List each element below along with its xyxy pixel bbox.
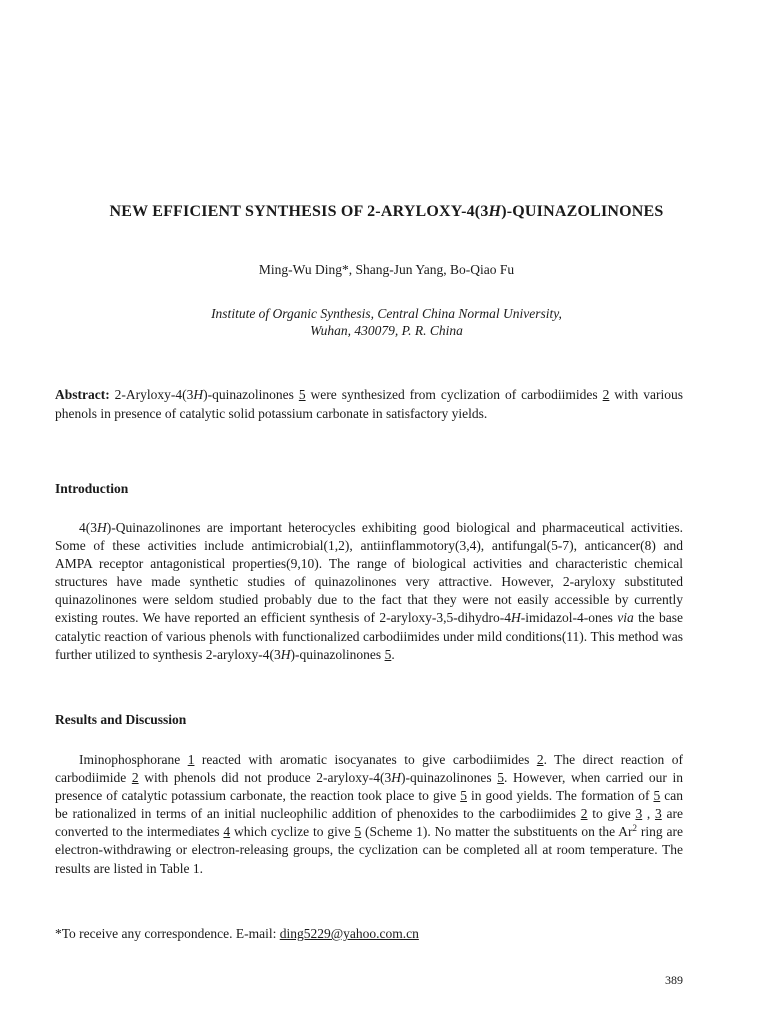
introduction-paragraph xyxy=(55,519,683,664)
compound-ref: 3 xyxy=(635,806,643,822)
intro-text: . xyxy=(391,646,395,662)
compound-ref: 5 xyxy=(497,770,505,786)
results-text: )-quinazolinones xyxy=(400,770,498,786)
introduction-heading: Introduction xyxy=(55,481,129,496)
intro-text: -imidazol-4-ones xyxy=(520,610,618,626)
results-paragraph xyxy=(55,751,683,878)
results-text: Iminophosphorane xyxy=(79,752,188,767)
abstract-text: were synthesized from cyclization of carbodiimides xyxy=(305,387,603,402)
abstract-label: Abstract: xyxy=(55,387,110,402)
abstract xyxy=(55,385,683,423)
compound-ref: 2 xyxy=(131,770,139,786)
abstract-text: with various phenols in presence of catalytic solid potassium carbonate in satisfactory yields. xyxy=(55,387,683,421)
results-text: to give xyxy=(587,806,636,822)
compound-ref: 5 xyxy=(298,387,306,402)
footnote-text: *To receive any correspondence. E-mail: xyxy=(55,926,280,941)
results-text: can be rationalized in terms of an initial nucleophilic addition of phenoxides to the carbodiimides xyxy=(55,788,683,822)
compound-ref: 2 xyxy=(602,387,610,402)
title-italic: H xyxy=(488,203,502,220)
affiliation-line-2: Wuhan, 430079, P. R. China xyxy=(310,323,463,338)
abstract-text: )-quinazolinones xyxy=(203,387,299,402)
intro-italic: H xyxy=(97,520,107,535)
results-text: in good yields. The formation of xyxy=(466,788,654,804)
compound-ref: 3 xyxy=(655,806,662,822)
results-text: with phenols did not produce 2-aryloxy-4(3 xyxy=(138,770,392,786)
abstract-italic: H xyxy=(193,387,204,402)
affiliation xyxy=(0,305,773,339)
results-text: reacted with aromatic isocyanates to give carbodiimides xyxy=(194,752,537,767)
compound-ref: 1 xyxy=(187,752,195,767)
results-text: , xyxy=(642,806,656,822)
author-list: Ming-Wu Ding*, Shang-Jun Yang, Bo-Qiao Fu xyxy=(258,262,515,277)
compound-ref: 5 xyxy=(354,824,362,840)
affiliation-line-1: Institute of Organic Synthesis, Central China Normal University, xyxy=(211,306,562,321)
results-text: . The direct reaction of carbodiimide xyxy=(55,752,683,786)
intro-text: )-Quinazolinones are important heterocycles exhibiting good biological and pharmaceutical activities. Some of these activities include antimicrobial(1,2), antiinflammotory(3,4), antifungal(5-7), anticancer(8) and AMPA receptor antagonistical properties(9,10). The range of biological activities and characteristic chemical structures have made synthetic studies of quinazolinones very attractive. However, 2-aryloxy substituted quinazolinones were seldom studied probably due to the fact that they were not easily accessible by currently existing routes. We have reported an efficient synthesis of 2-aryloxy-3,5-dihydro-4 xyxy=(55,520,683,626)
results-italic: H xyxy=(391,770,401,786)
title-text-1: NEW EFFICIENT SYNTHESIS OF 2-ARYLOXY-4(3 xyxy=(109,203,489,220)
results-heading: Results and Discussion xyxy=(55,712,187,727)
compound-ref: 2 xyxy=(536,752,544,767)
intro-italic: H xyxy=(280,646,291,662)
compound-ref: 4 xyxy=(223,824,231,840)
intro-text: 4(3 xyxy=(79,520,97,535)
intro-text: the base catalytic reaction of various phenols with functionalized carbodiimides under mild conditions(11). This method was further utilized to synthesis 2-aryloxy-4(3 xyxy=(55,610,683,662)
compound-ref: 5 xyxy=(460,788,467,804)
title-text-2: )-QUINAZOLINONES xyxy=(501,203,664,220)
superscript: 2 xyxy=(632,823,638,834)
compound-ref: 5 xyxy=(653,788,661,804)
correspondence-footnote xyxy=(55,926,419,942)
compound-ref: 2 xyxy=(580,806,588,822)
intro-italic: via xyxy=(617,610,634,626)
email-link[interactable]: ding5229@yahoo.com.cn xyxy=(279,926,419,941)
page-number: 389 xyxy=(665,973,683,987)
abstract-text: 2-Aryloxy-4(3 xyxy=(109,387,194,402)
results-text: . However, when carried our in presence of catalytic potassium carbonate, the reaction took place to give xyxy=(55,770,683,804)
paper-title xyxy=(0,203,773,221)
results-text: are converted to the intermediates xyxy=(55,806,683,840)
results-text: which cyclize to give xyxy=(230,824,355,840)
intro-text: )-quinazolinones xyxy=(290,646,385,662)
results-text: (Scheme 1). No matter the substituents on the Ar xyxy=(361,824,633,840)
compound-ref: 5 xyxy=(384,646,392,662)
intro-italic: H xyxy=(510,610,521,626)
results-text: ring are electron-withdrawing or electron-releasing groups, the cyclization can be completed all at room temperature. The results are listed in Table 1. xyxy=(55,824,684,876)
